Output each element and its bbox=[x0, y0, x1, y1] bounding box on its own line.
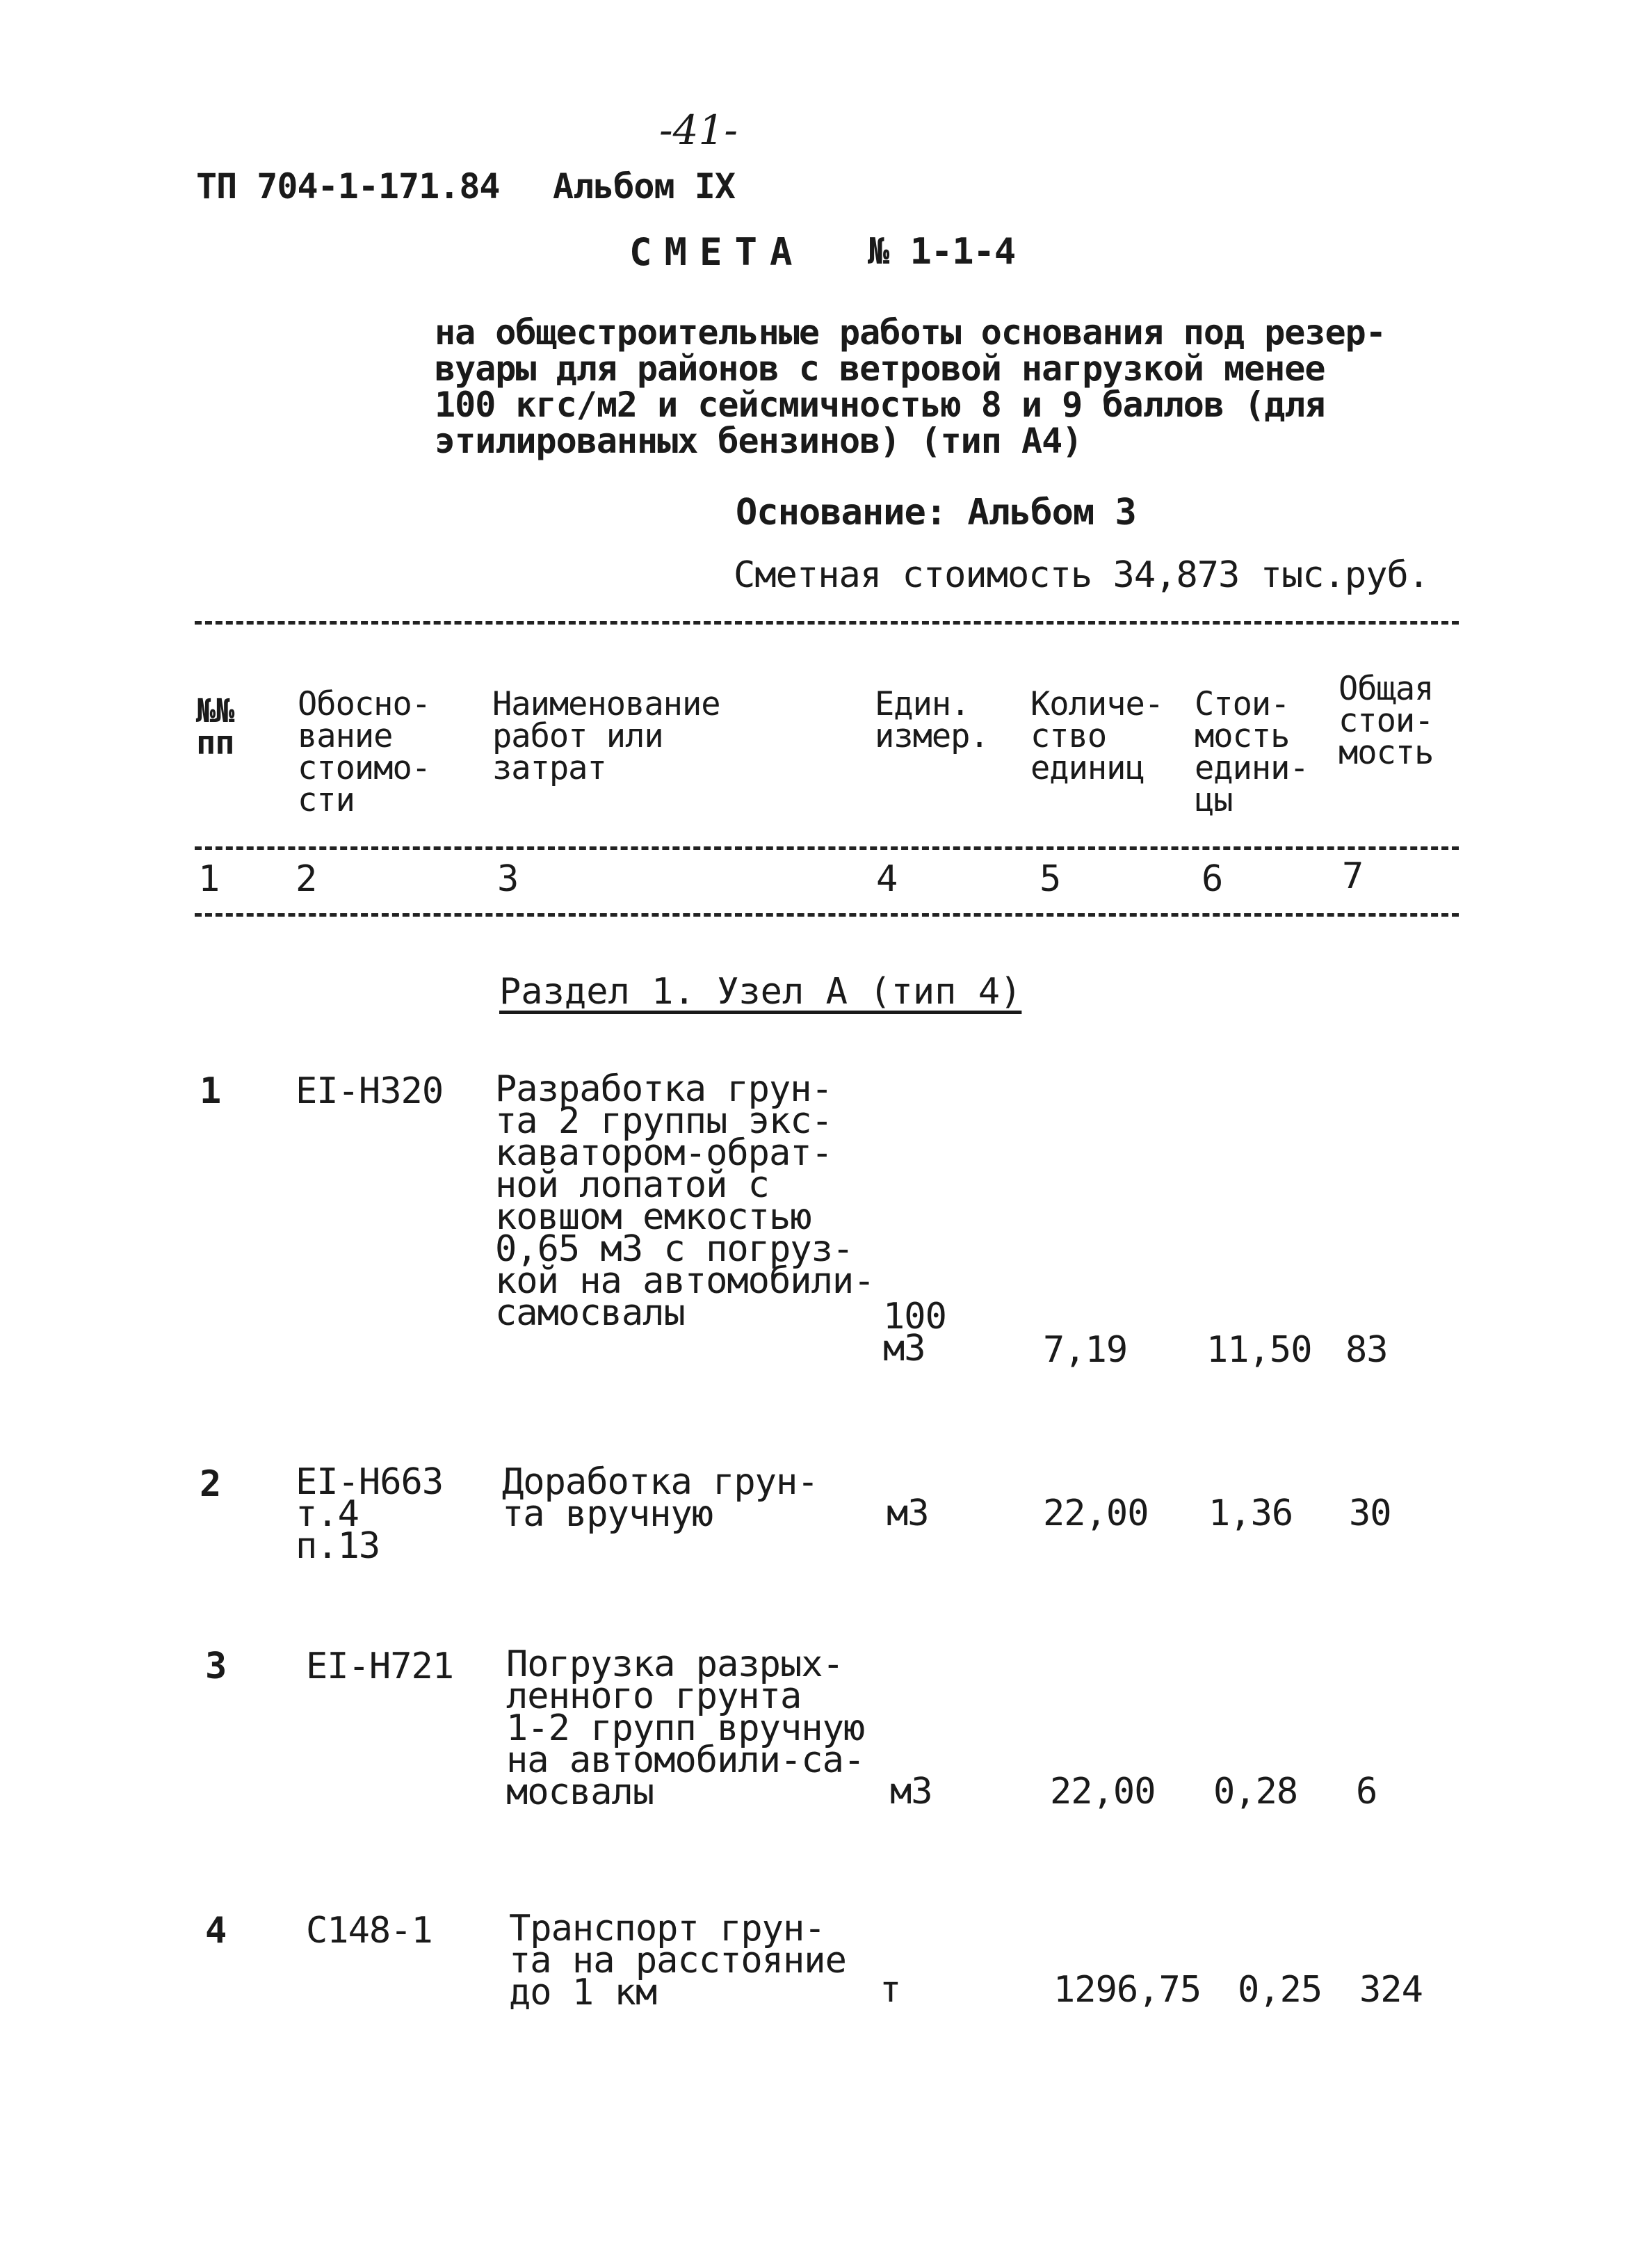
row-work-name: Погрузка разрых- ленного грунта 1-2 групп вручную на автомобили-са- мосвалы bbox=[506, 1643, 865, 1813]
row-total: 324 bbox=[1359, 1969, 1423, 2011]
row-basis: ЕI-Н663 т.4 п.13 bbox=[296, 1461, 444, 1567]
row-number: 2 bbox=[200, 1463, 221, 1505]
row-number: 4 bbox=[205, 1910, 227, 1952]
subject-line-1: на общестроительные работы основания под резер- bbox=[435, 312, 1386, 353]
doc-code: ТП 704-1-171.84 bbox=[196, 166, 500, 207]
col-header-basis: Обосно- вание стоимо- сти bbox=[298, 685, 431, 819]
col-number-6: 6 bbox=[1202, 858, 1224, 900]
row-unit-cost: 0,25 bbox=[1238, 1969, 1323, 2011]
row-quantity: 1296,75 bbox=[1053, 1969, 1202, 2011]
col-header-quantity: Количе- ство единиц bbox=[1030, 685, 1164, 787]
row-unit-cost: 11,50 bbox=[1206, 1329, 1312, 1371]
subject-line-3: 100 кгс/м2 и сейсмичностью 8 и 9 баллов (для bbox=[435, 385, 1325, 425]
row-number: 1 bbox=[200, 1070, 221, 1112]
col-number-7: 7 bbox=[1342, 855, 1364, 897]
row-number: 3 bbox=[205, 1646, 227, 1687]
col-header-number: №№ пп bbox=[196, 692, 234, 762]
col-number-3: 3 bbox=[497, 858, 519, 900]
col-number-1: 1 bbox=[198, 858, 220, 900]
header-rule bbox=[195, 846, 1459, 850]
col-number-5: 5 bbox=[1040, 858, 1062, 900]
row-total: 83 bbox=[1345, 1329, 1388, 1371]
col-number-4: 4 bbox=[876, 858, 898, 900]
row-unit: т bbox=[880, 1969, 901, 2011]
document-number: № 1-1-4 bbox=[868, 231, 1016, 273]
row-unit: 100 м3 bbox=[883, 1296, 946, 1369]
album-label: Альбом IX bbox=[553, 166, 735, 207]
col-header-name: Наименование работ или затрат bbox=[492, 685, 720, 787]
row-total: 30 bbox=[1349, 1493, 1391, 1534]
row-basis: ЕI-Н320 bbox=[296, 1070, 444, 1112]
subject-line-2: вуары для районов с ветровой нагрузкой менее bbox=[435, 348, 1325, 389]
row-basis: С148-1 bbox=[306, 1910, 432, 1952]
row-unit-cost: 0,28 bbox=[1213, 1771, 1298, 1812]
row-work-name: Разработка грун- та 2 группы экс- каватором-обрат- ной лопатой с ковшом емкостью 0,65 м3 с погруз- кой на автомобили- самосвалы bbox=[495, 1068, 875, 1334]
column-number-rule bbox=[195, 913, 1459, 917]
row-quantity: 22,00 bbox=[1050, 1771, 1156, 1812]
basis-line: Основание: Альбом 3 bbox=[736, 492, 1136, 533]
col-header-total: Общая стои- мость bbox=[1338, 670, 1434, 772]
row-quantity: 7,19 bbox=[1043, 1329, 1128, 1371]
row-work-name: Доработка грун- та вручную bbox=[502, 1461, 818, 1535]
section-title: Раздел 1. Узел А (тип 4) bbox=[499, 971, 1022, 1013]
row-quantity: 22,00 bbox=[1043, 1493, 1149, 1534]
col-header-unit: Един. измер. bbox=[875, 685, 989, 755]
row-basis: ЕI-Н721 bbox=[306, 1646, 454, 1687]
document-title: СМЕТА bbox=[629, 230, 805, 274]
row-unit: м3 bbox=[887, 1493, 929, 1534]
estimated-cost: Сметная стоимость 34,873 тыс.руб. bbox=[734, 554, 1430, 596]
row-unit: м3 bbox=[890, 1771, 932, 1812]
row-unit-cost: 1,36 bbox=[1208, 1493, 1293, 1534]
page-number: -41- bbox=[659, 106, 738, 154]
subject-line-4: этилированных бензинов) (тип А4) bbox=[435, 421, 1083, 461]
col-header-unit-cost: Стои- мость едини- цы bbox=[1195, 685, 1309, 819]
row-total: 6 bbox=[1356, 1771, 1377, 1812]
table-top-rule bbox=[195, 621, 1459, 625]
row-work-name: Транспорт грун- та на расстояние до 1 км bbox=[509, 1908, 846, 2013]
col-number-2: 2 bbox=[296, 858, 318, 900]
